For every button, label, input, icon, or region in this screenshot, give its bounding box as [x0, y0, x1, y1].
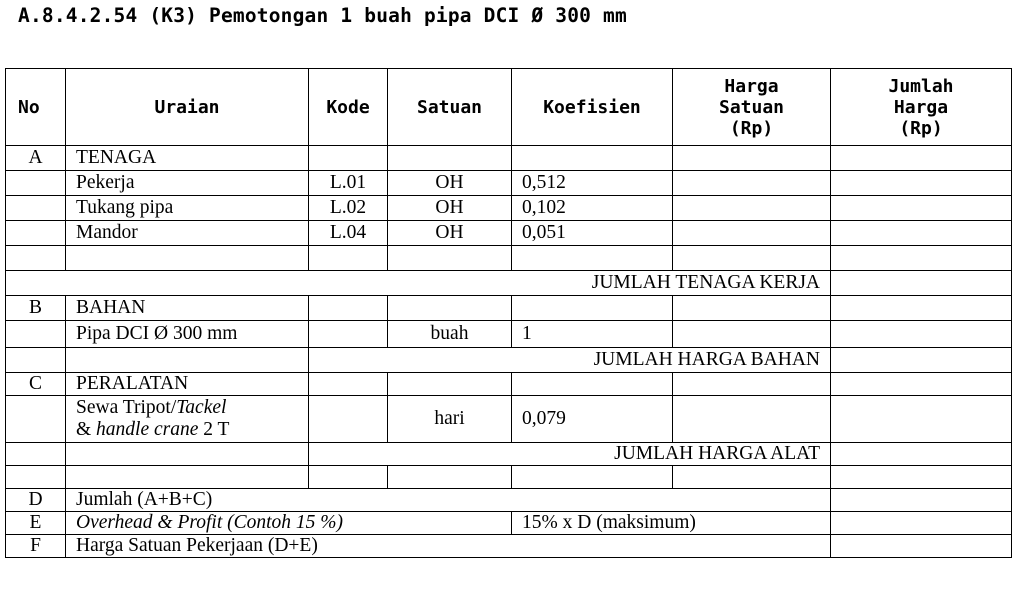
footer-label: Overhead & Profit (Contoh 15 %): [66, 512, 512, 535]
item-kode: [309, 396, 388, 443]
item-koefisien: 0,079: [512, 396, 673, 443]
header-koefisien: Koefisien: [512, 69, 673, 146]
footer-formula: 15% x D (maksimum): [512, 512, 831, 535]
item-kode: L.01: [309, 171, 388, 196]
footer-label: Jumlah (A+B+C): [66, 489, 831, 512]
section-row-tenaga: [6, 146, 1012, 171]
item-uraian-line2-italic: handle crane: [96, 419, 199, 440]
page-title: A.8.4.2.54 (K3) Pemotongan 1 buah pipa DCI Ø 300 mm: [18, 4, 627, 27]
item-satuan: OH: [388, 221, 512, 246]
item-satuan: OH: [388, 196, 512, 221]
footer-label: Harga Satuan Pekerjaan (D+E): [66, 535, 831, 558]
subtotal-row-bahan: [6, 348, 1012, 373]
item-koefisien: 0,102: [512, 196, 673, 221]
item-satuan: buah: [388, 321, 512, 348]
item-koefisien: 0,051: [512, 221, 673, 246]
subtotal-label: JUMLAH HARGA ALAT: [309, 443, 831, 466]
section-no: A: [6, 146, 66, 171]
table-row: [6, 171, 1012, 196]
item-uraian: Mandor: [66, 221, 309, 246]
section-row-peralatan: [6, 373, 1012, 396]
section-no: C: [6, 373, 66, 396]
section-label: BAHAN: [66, 296, 309, 321]
item-uraian-line2-pre: &: [76, 419, 92, 440]
footer-no: E: [6, 512, 66, 535]
subtotal-label: JUMLAH HARGA BAHAN: [309, 348, 831, 373]
subtotal-row-tenaga: [6, 271, 1012, 296]
footer-row-f: [6, 535, 1012, 558]
header-kode: Kode: [309, 69, 388, 146]
footer-row-d: [6, 489, 1012, 512]
header-harga-satuan: Harga Satuan (Rp): [673, 69, 831, 146]
item-uraian: Pipa DCI Ø 300 mm: [66, 321, 309, 348]
ahsp-table: [5, 68, 1012, 558]
empty-row: [6, 466, 1012, 489]
item-uraian-line1: Sewa Tripot/: [76, 397, 177, 418]
item-koefisien: 0,512: [512, 171, 673, 196]
item-satuan: hari: [388, 396, 512, 443]
item-uraian: Tukang pipa: [66, 196, 309, 221]
table-row: [6, 221, 1012, 246]
item-uraian: Pekerja: [66, 171, 309, 196]
header-no: No: [6, 69, 66, 146]
item-kode: L.04: [309, 221, 388, 246]
footer-no: F: [6, 535, 66, 558]
item-uraian-line2-post: 2 T: [203, 419, 230, 440]
footer-no: D: [6, 489, 66, 512]
footer-row-e: [6, 512, 1012, 535]
section-label: PERALATAN: [66, 373, 309, 396]
item-uraian-line1-italic: Tackel: [176, 397, 227, 418]
table-row: [6, 321, 1012, 348]
empty-row: [6, 246, 1012, 271]
subtotal-label: JUMLAH TENAGA KERJA: [6, 271, 831, 296]
item-kode: [309, 321, 388, 348]
header-jumlah-harga: Jumlah Harga (Rp): [831, 69, 1012, 146]
section-row-bahan: [6, 296, 1012, 321]
header-row: [6, 69, 1012, 146]
item-uraian: [66, 396, 309, 443]
section-label: TENAGA: [66, 146, 309, 171]
subtotal-row-alat: [6, 443, 1012, 466]
table-row: [6, 396, 1012, 443]
section-no: B: [6, 296, 66, 321]
item-koefisien: 1: [512, 321, 673, 348]
header-satuan: Satuan: [388, 69, 512, 146]
item-kode: L.02: [309, 196, 388, 221]
header-uraian: Uraian: [66, 69, 309, 146]
table-row: [6, 196, 1012, 221]
item-satuan: OH: [388, 171, 512, 196]
